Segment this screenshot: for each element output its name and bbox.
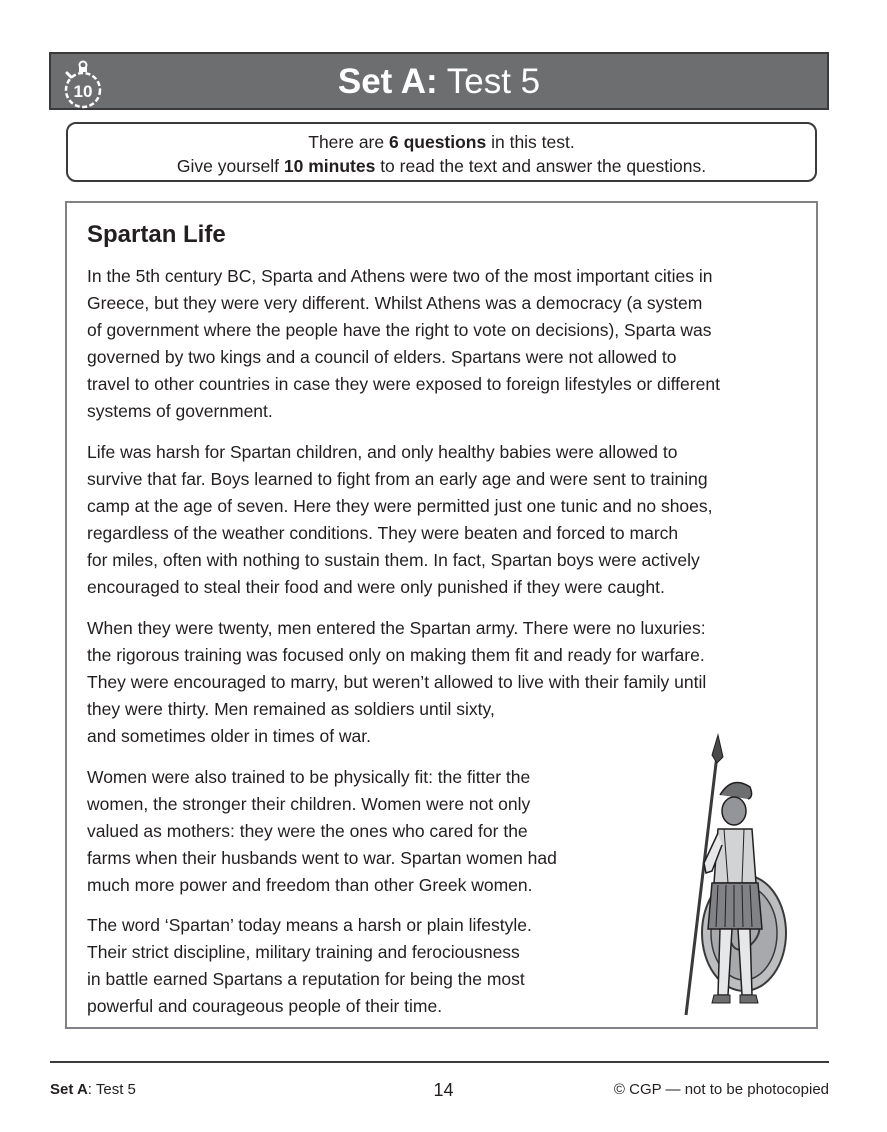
instructions-line-2: Give yourself 10 minutes to read the text and answer the questions. — [176, 156, 707, 176]
test-label: Test 5 — [446, 62, 541, 101]
instructions-line-1: There are 6 questions in this test. — [308, 132, 575, 152]
page-number: 14 — [433, 1080, 454, 1100]
paragraph-1: In the 5th century BC, Sparta and Athens were two of the most important cities in Greece, but they were very different. Whilst Athens was a democracy (a system of government where the people have the right to vote on decisions), Sparta was governed by two kings and a council of elders. Spartans were not allowed to travel to other countries in case they were exposed to foreign lifestyles or different systems of government. — [87, 266, 720, 421]
passage-box — [65, 201, 818, 1029]
paragraph-3: When they were twenty, men entered the Spartan army. There were no luxuries: the rigorous training was focused only on making them fit and ready for warfare. They were encouraged to marry, but weren’t allowed to live with their family until they were thirty. Men remained as soldiers until sixty, and sometimes older in times of war. — [87, 618, 707, 746]
timer-number: 10 — [73, 82, 93, 101]
header-bar — [49, 52, 829, 110]
spartan-soldier-illustration — [662, 733, 792, 1018]
instructions-box — [66, 122, 817, 182]
passage-title: Spartan Life — [87, 221, 226, 248]
paragraph-4: Women were also trained to be physically fit: the fitter the women, the stronger their children. Women were not only valued as mothers: they were the ones who cared for the farms when their husbands went to war. Spartan women had much more power and freedom than other Greek women. — [87, 767, 557, 895]
paragraph-5: The word ‘Spartan’ today means a harsh or plain lifestyle. Their strict discipline, military training and ferociousness in battle earned Spartans a reputation for being the most powerful and courageous people of their time. — [87, 915, 532, 1016]
footer-divider — [50, 1061, 829, 1063]
copyright-notice: © CGP — not to be photocopied — [613, 1081, 829, 1098]
set-label: Set A: — [337, 62, 438, 101]
page-title — [51, 64, 827, 100]
footer-test-label: Set A: Test 5 — [50, 1081, 136, 1098]
paragraph-2: Life was harsh for Spartan children, and only healthy babies were allowed to survive that far. Boys learned to fight from an early age and were sent to training camp at the age of seven. Here they were permitted just one tunic and no shoes, regardless of the weather conditions. They were beaten and forced to march for miles, often with nothing to sustain them. In fact, Spartan boys were actively encouraged to steal their food and were only punished if they were caught. — [87, 442, 713, 597]
